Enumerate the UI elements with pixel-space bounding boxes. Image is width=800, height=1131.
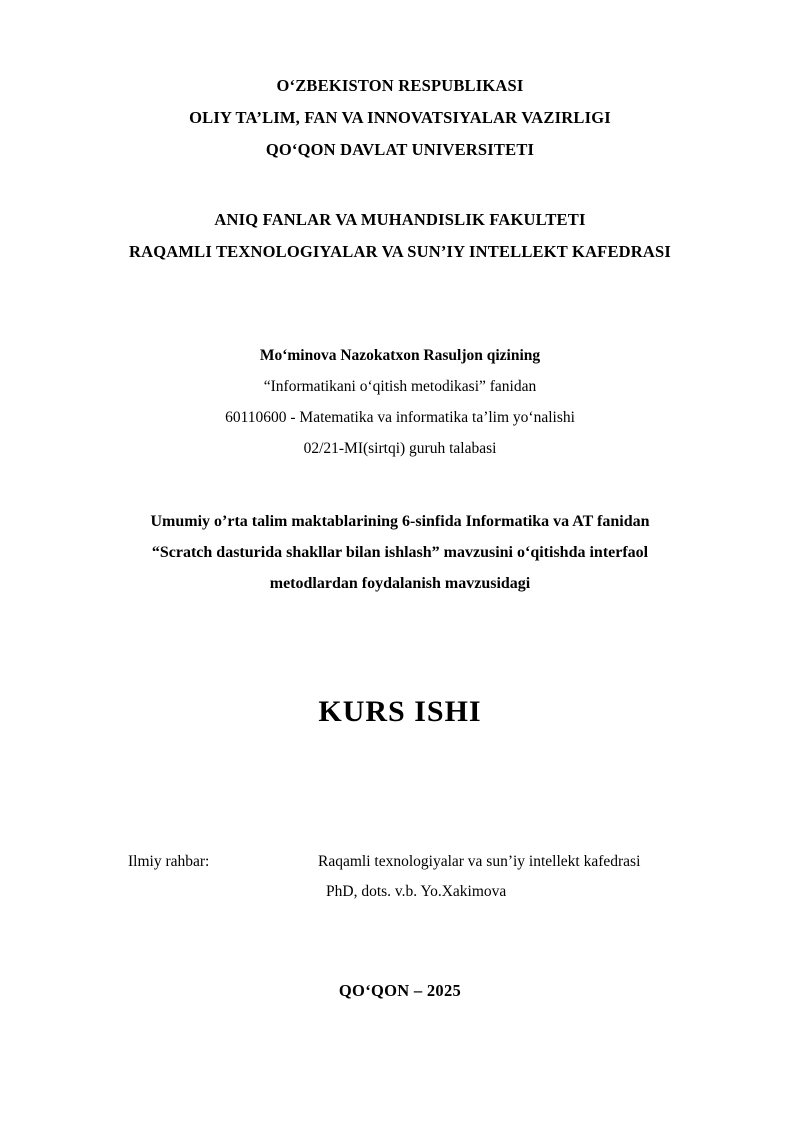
topic-line-2: “Scratch dasturida shakllar bilan ishlash” mavzusini o‘qitishda interfaol: [151, 544, 649, 561]
document-title-block: [72, 695, 728, 729]
department-name: RAQAMLI TEXNOLOGIYALAR VA SUN’IY INTELLEKT KAFEDRASI: [128, 242, 672, 261]
ministry-header: [72, 70, 728, 166]
student-program: 60110600 - Matematika va informatika ta’lim yo‘nalishi: [225, 409, 575, 426]
advisor-block: [72, 847, 728, 907]
faculty-header: [72, 204, 728, 268]
university-name: QO‘QON DAVLAT UNIVERSITETI: [265, 140, 535, 159]
topic-line-3: metodlardan foydalanish mavzusidagi: [269, 575, 531, 592]
ministry-line-1: O‘ZBEKISTON RESPUBLIKASI: [276, 76, 524, 95]
topic-line-1: Umumiy o’rta talim maktablarining 6-sinfida Informatika va AT fanidan: [150, 513, 650, 530]
student-subject: “Informatikani o‘qitish metodikasi” fanidan: [263, 378, 537, 395]
advisor-department: Raqamli texnologiyalar va sun’iy intellekt kafedrasi: [318, 853, 641, 870]
footer-block: [72, 981, 728, 1001]
student-name: Mo‘minova Nazokatxon Rasuljon qizining: [259, 347, 541, 364]
advisor-person: PhD, dots. v.b. Yo.Xakimova: [326, 883, 507, 900]
work-topic: [72, 506, 728, 599]
student-info: [72, 340, 728, 464]
advisor-row: [128, 847, 728, 877]
advisor-row-second: [128, 877, 728, 907]
faculty-name: ANIQ FANLAR VA MUHANDISLIK FAKULTETI: [214, 210, 586, 229]
city-year: QO‘QON – 2025: [338, 981, 462, 1000]
advisor-label: Ilmiy rahbar:: [128, 853, 210, 870]
page-title: KURS ISHI: [318, 695, 482, 728]
ministry-line-2: OLIY TA’LIM, FAN VA INNOVATSIYALAR VAZIRLIGI: [189, 108, 611, 127]
student-group: 02/21-MI(sirtqi) guruh talabasi: [303, 440, 497, 457]
